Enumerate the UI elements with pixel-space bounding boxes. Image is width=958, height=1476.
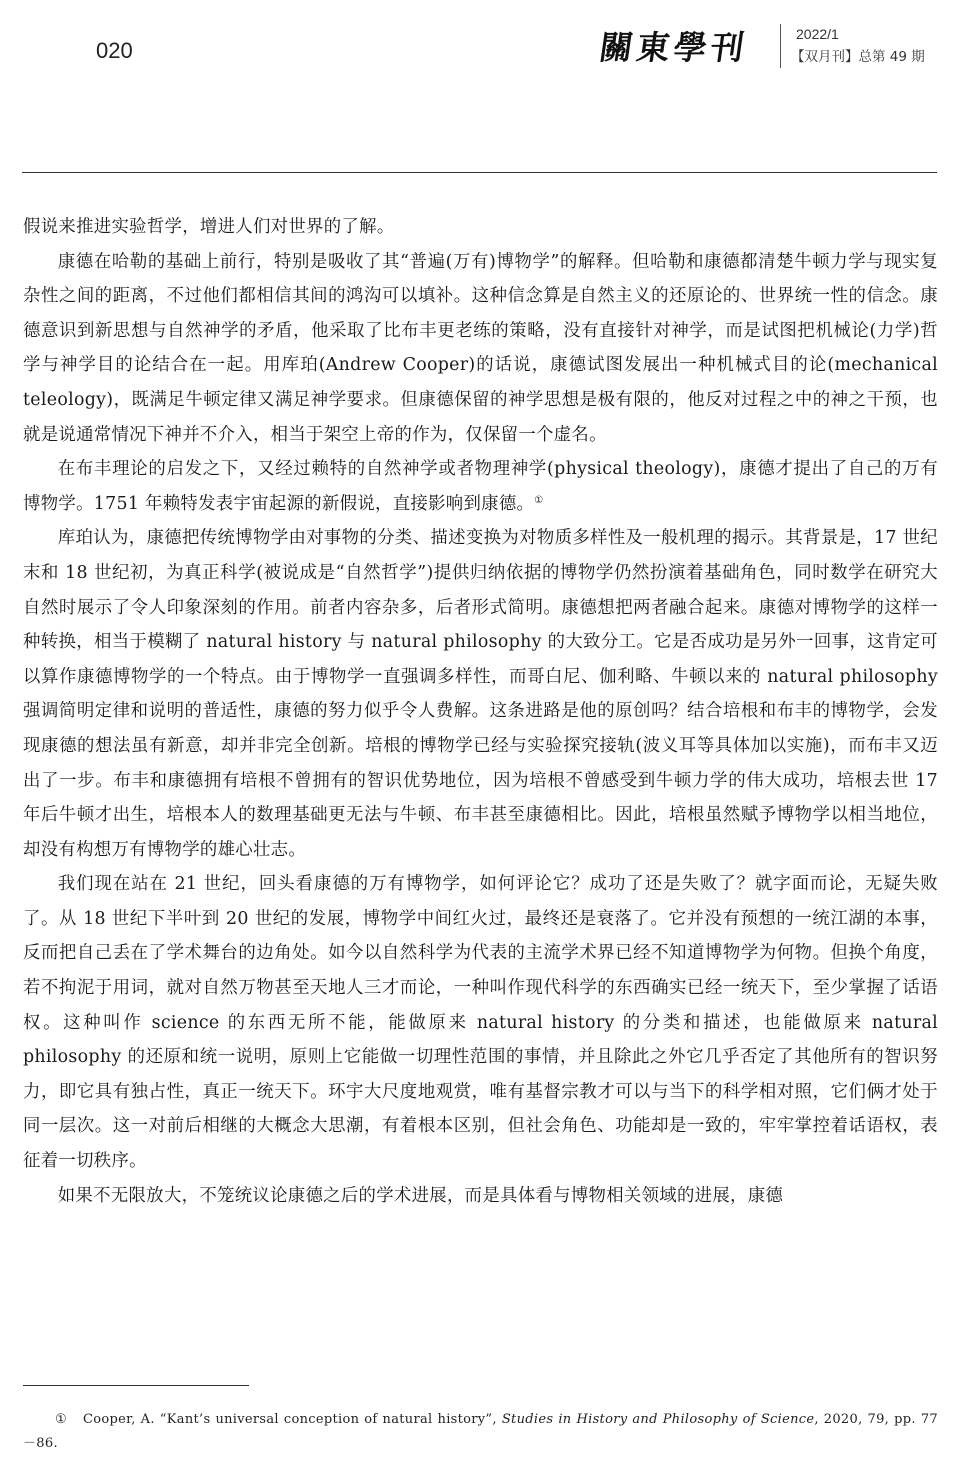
footnote-rule: [23, 1385, 249, 1386]
footnote: [23, 1408, 938, 1456]
paragraph-6: 如果不无限放大，不笼统议论康德之后的学术进展，而是具体看与博物相关领域的进展，康德: [57, 1185, 784, 1206]
article-body: [23, 210, 938, 1213]
page-number: 020: [96, 38, 133, 63]
paragraph-5: 我们现在站在 21 世纪，回头看康德的万有博物学，如何评论它？成功了还是失败了？就字面而论，无疑失败了。从 18 世纪下半叶到 20 世纪的发展，博物学中间红火过，最终还是衰落了。它并没有预想的一统江湖的本事，反而把自己丢在了学术舞台的边角处。如今以自然科学为代表的主流学术界已经不知道博物学为何物。但换个角度，若不拘泥于用词，就对自然万物甚至天地人三才而论，一种叫作现代科学的东西确实已经一统天下，至少掌握了话语权。这种叫作 science 的东西无所不能，能做原来 natural history 的分类和描述，也能做原来 natural philosophy 的还原和统一说明，原则上它能做一切理性范围的事情，并且除此之外它几乎否定了其他所有的智识努力，即它具有独占性，真正一统天下。环宇大尺度地观赏，唯有基督宗教才可以与当下的科学相对照，它们俩才处于同一层次。这一对前后相继的大概念大思潮，有着根本区别，但社会角色、功能却是一致的，牢牢掌控着话语权，表征着一切秩序。: [23, 874, 938, 1172]
issue-info: 【双月刊】总第 49 期: [791, 49, 925, 65]
paragraph-2: 康德在哈勒的基础上前行，特别是吸收了其“普遍(万有)博物学”的解释。但哈勒和康德都清楚牛顿力学与现实复杂性之间的距离，不过他们都相信其间的鸿沟可以填补。这种信念算是自然主义的还原论的、世界统一性的信念。康德意识到新思想与自然神学的矛盾，他采取了比布丰更老练的策略，没有直接针对神学，而是试图把机械论(力学)哲学与神学目的论结合在一起。用库珀(Andrew Cooper)的话说，康德试图发展出一种机械式目的论(mechanical teleology)，既满足牛顿定律又满足神学要求。但康德保留的神学思想是极有限的，他反对过程之中的神之干预，也就是说通常情况下神并不介入，相当于架空上帝的作为，仅保留一个虚名。: [23, 251, 938, 445]
paragraph-1: 假说来推进实验哲学，增进人们对世界的了解。: [23, 217, 395, 237]
issue-year: 2022/1: [796, 26, 839, 42]
footnote-reference[interactable]: ①: [534, 494, 544, 506]
journal-logo: 關東學刊: [596, 28, 751, 67]
footnote-journal-title: Studies in History and Philosophy of Science: [501, 1412, 815, 1427]
footnote-marker: ①: [55, 1412, 67, 1427]
paragraph-4: 库珀认为，康德把传统博物学由对事物的分类、描述变换为对物质多样性及一般机理的揭示。其背景是，17 世纪末和 18 世纪初，为真正科学(被说成是“自然哲学”)提供归纳依据的博物学仍然扮演着基础角色，同时数学在研究大自然时展示了令人印象深刻的作用。前者内容杂多，后者形式简明。康德想把两者融合起来。康德对博物学的这样一种转换，相当于模糊了 natural history 与 natural philosophy 的大致分工。它是否成功是另外一回事，这肯定可以算作康德博物学的一个特点。由于博物学一直强调多样性，而哥白尼、伽利略、牛顿以来的 natural philosophy 强调简明定律和说明的普适性，康德的努力似乎令人费解。这条进路是他的原创吗？结合培根和布丰的博物学，会发现康德的想法虽有新意，却并非完全创新。培根的博物学已经与实验探究接轨(波义耳等具体加以实施)，而布丰又迈出了一步。布丰和康德拥有培根不曾拥有的智识优势地位，因为培根不曾感受到牛顿力学的伟大成功，培根去世 17 年后牛顿才出生，培根本人的数理基础更无法与牛顿、布丰甚至康德相比。因此，培根虽然赋予博物学以相当地位，却没有构想万有博物学的雄心壮志。: [23, 528, 938, 860]
header-rule: [22, 172, 937, 173]
paragraph-3-text: 在布丰理论的启发之下，又经过赖特的自然神学或者物理神学(physical theology)，康德才提出了自己的万有博物学。1751 年赖特发表宇宙起源的新假说，直接影响到康德。: [23, 459, 938, 514]
header-divider: [780, 24, 781, 68]
page-header: [0, 0, 958, 175]
footnote-text-before: Cooper, A. “Kant’s universal conception of natural history”,: [83, 1412, 502, 1427]
paragraph-3: [23, 452, 938, 521]
footnote-text-after: , 2020, 79, pp. 77－86.: [23, 1412, 938, 1451]
